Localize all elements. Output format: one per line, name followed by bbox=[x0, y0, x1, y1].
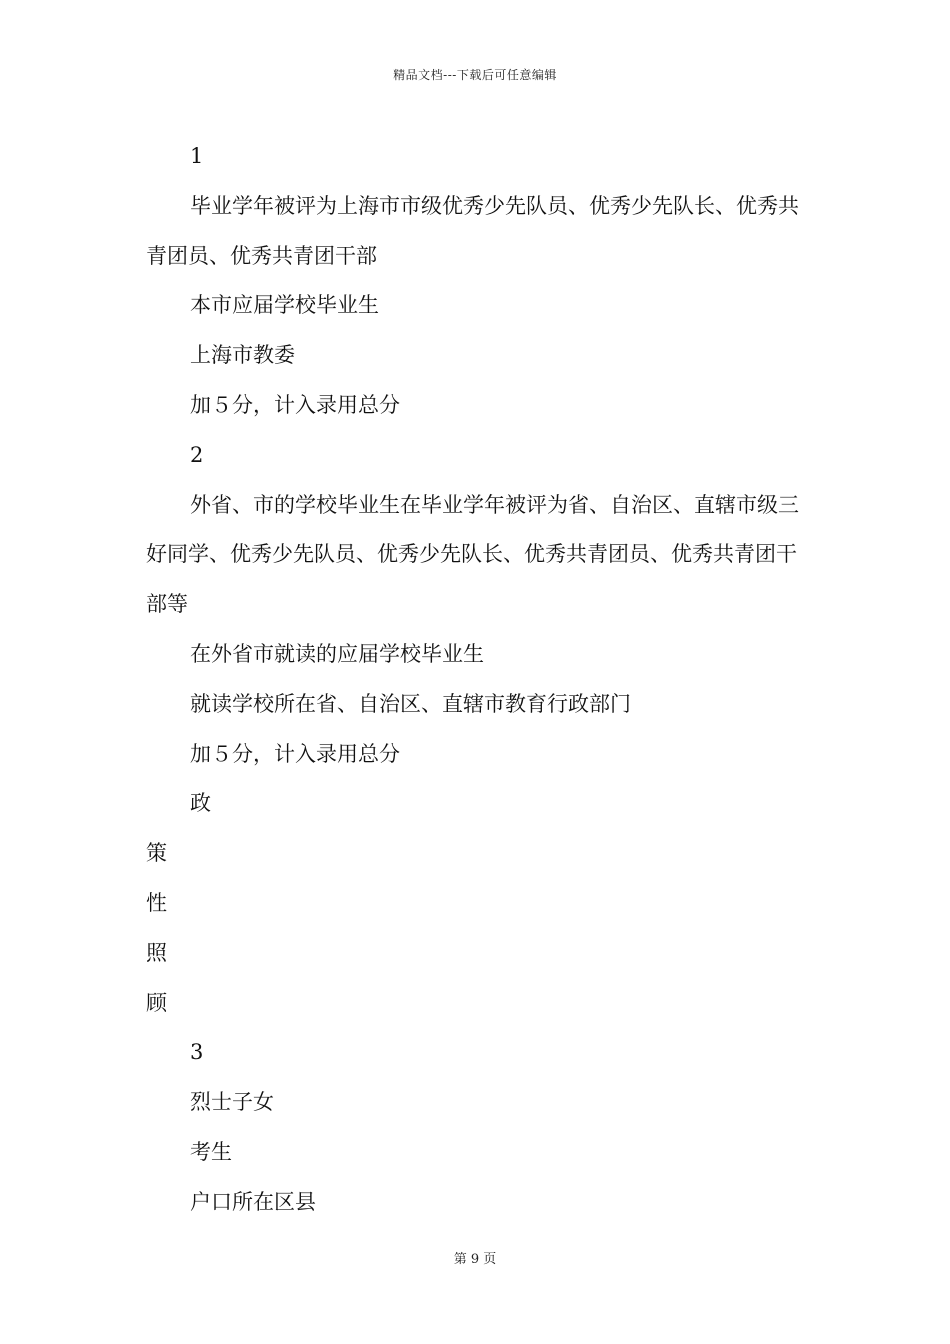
certifying-authority-shanghai: 上海市教委 bbox=[190, 343, 295, 368]
row-number-3: 3 bbox=[190, 1040, 204, 1065]
award-criteria-shanghai: 毕业学年被评为上海市市级优秀少先队员、优秀少先队长、优秀共青团员、优秀共青团干部 bbox=[146, 193, 799, 268]
bonus-points-2: 加５分，计入录用总分 bbox=[190, 741, 400, 766]
category-label-char-1: 政 bbox=[190, 791, 211, 816]
certifying-authority-other-provinces: 就读学校所在省、自治区、直辖市教育行政部门 bbox=[190, 691, 631, 716]
row-number-1: 1 bbox=[190, 144, 204, 168]
document-body bbox=[146, 132, 806, 1228]
page-number: 第 9 页 bbox=[453, 1252, 497, 1267]
page-header: 精品文档---下载后可任意编辑 bbox=[393, 68, 557, 82]
row-number-2: 2 bbox=[190, 442, 204, 467]
category-label-char-2: 策 bbox=[146, 841, 167, 866]
award-criteria-other-provinces: 外省、市的学校毕业生在毕业学年被评为省、自治区、直辖市级三好同学、优秀少先队员、优秀少先队长、优秀共青团员、优秀共青团干部等 bbox=[146, 492, 799, 617]
bonus-points-1: 加５分，计入录用总分 bbox=[190, 392, 400, 417]
certifying-authority-martyr: 户口所在区县 bbox=[190, 1189, 316, 1214]
eligible-applicants-other-provinces: 在外省市就读的应届学校毕业生 bbox=[190, 641, 484, 666]
category-label-char-5: 顾 bbox=[146, 990, 167, 1015]
category-label-char-3: 性 bbox=[146, 890, 167, 915]
eligible-applicants-shanghai: 本市应届学校毕业生 bbox=[190, 293, 379, 318]
martyr-children-criteria: 烈士子女 bbox=[190, 1090, 274, 1115]
eligible-applicants-martyr: 考生 bbox=[190, 1139, 232, 1164]
category-label-char-4: 照 bbox=[146, 940, 167, 965]
